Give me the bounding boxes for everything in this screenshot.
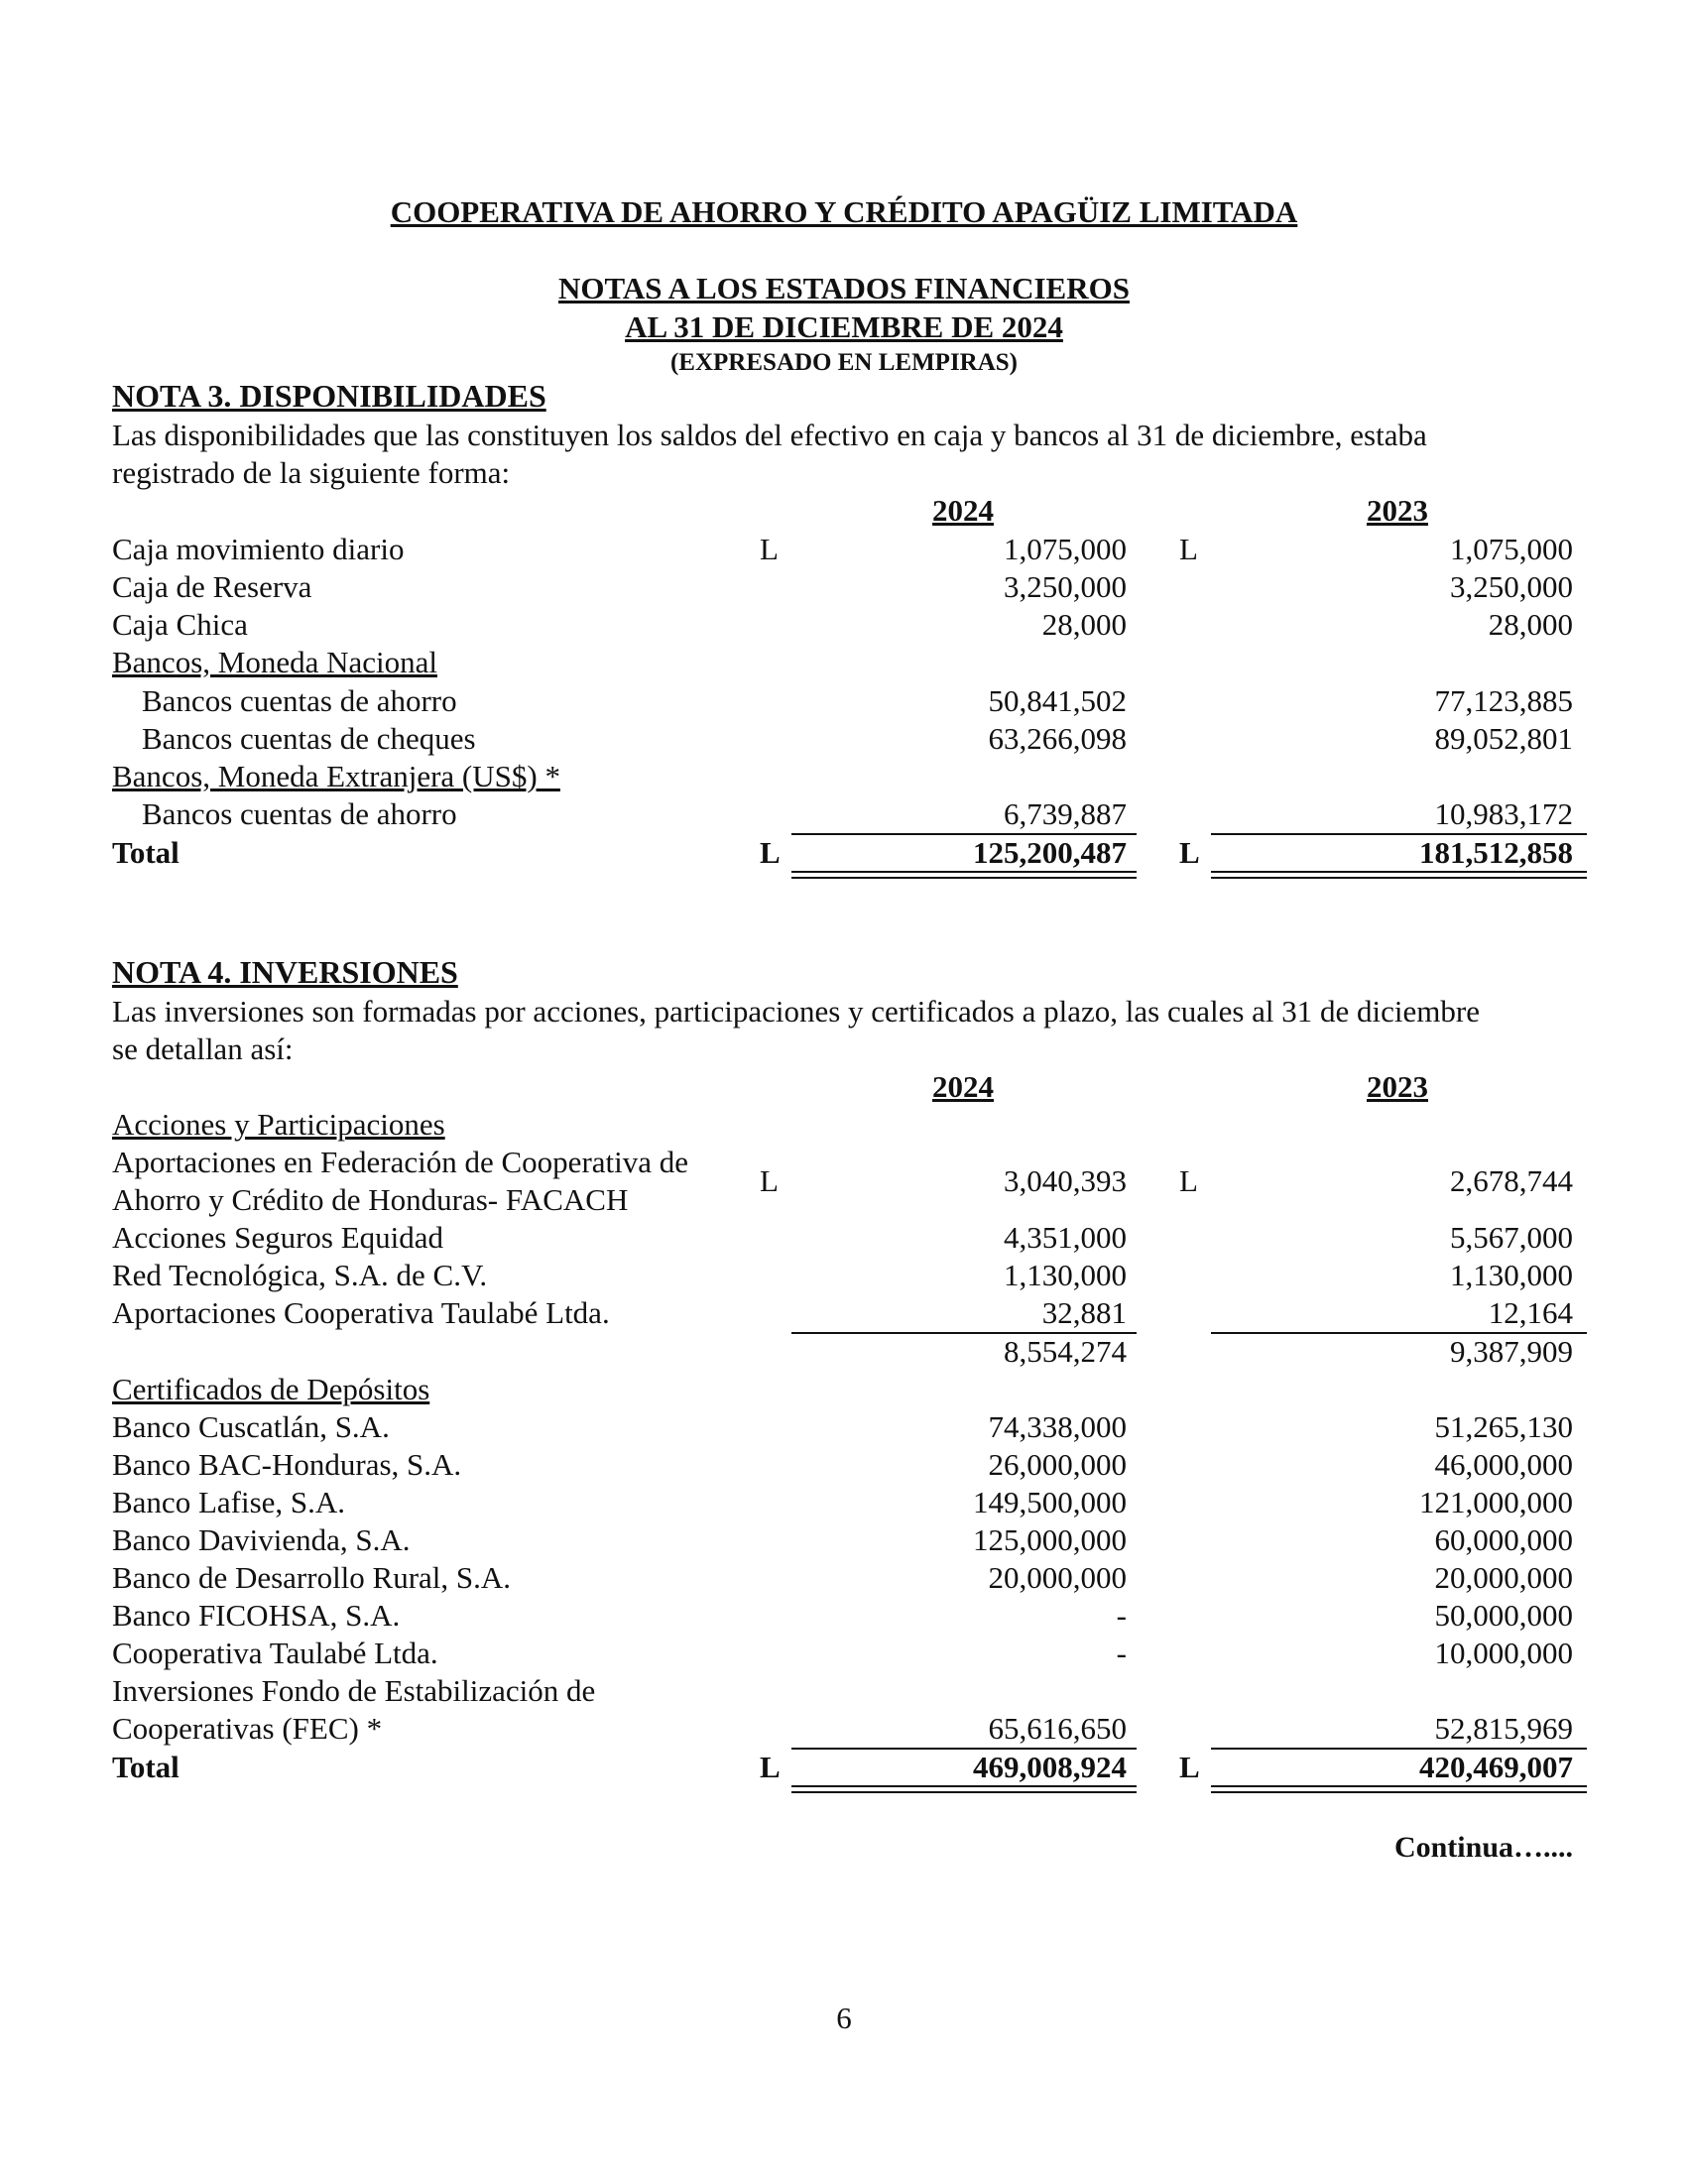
value-2024: 3,040,393 [1004,1163,1127,1198]
continues-label: Continua….... [1393,1831,1573,1864]
total-double-rule [791,1785,1137,1793]
value-2023: 60,000,000 [1434,1522,1573,1557]
group-heading: Acciones y Participaciones [112,1107,445,1142]
row-label: Red Tecnológica, S.A. de C.V. [112,1258,488,1292]
subtotal-2023: 9,387,909 [1450,1334,1573,1369]
value-2024: 32,881 [1041,1295,1127,1330]
row-label: Banco FICOHSA, S.A. [112,1598,401,1633]
value-2024: - [1116,1636,1127,1670]
currency-symbol: L [760,835,781,870]
value-2024: 6,739,887 [1004,796,1127,831]
row-label: Aportaciones en Federación de Cooperativa de [112,1145,689,1179]
nota4-paragraph-line1: Las inversiones son formadas por acciones, participaciones y certificados a plazo, las cuales al 31 de diciembre [112,994,1480,1029]
subtotal-2024: 8,554,274 [1004,1334,1127,1369]
row-label: Bancos cuentas de ahorro [142,796,457,831]
table-row [0,531,1688,568]
total-double-rule [791,871,1137,879]
table-row [0,1257,1688,1294]
row-label: Cooperativa Taulabé Ltda. [112,1636,438,1670]
row-label: Cooperativas (FEC) * [112,1711,383,1746]
currency-symbol: L [1179,532,1198,566]
row-label: Banco Lafise, S.A. [112,1485,346,1519]
value-2023: 10,000,000 [1434,1636,1573,1670]
value-2024: 65,616,650 [988,1711,1127,1746]
table-row-group-heading [0,1371,1688,1408]
group-heading: Bancos, Moneda Extranjera (US$) * [112,759,560,793]
table-row [0,1446,1688,1484]
total-double-rule [1211,871,1587,879]
total-2023: 181,512,858 [1419,835,1573,870]
nota3-paragraph [112,417,1575,492]
total-row [0,1749,1688,1786]
row-label: Bancos cuentas de cheques [142,721,476,756]
nota4-paragraph-line2: se detallan así: [112,1031,294,1066]
value-2024: 26,000,000 [988,1447,1127,1482]
organization-title: COOPERATIVA DE AHORRO Y CRÉDITO APAGÜIZ LIMITADA [390,194,1298,229]
table-row [0,606,1688,644]
table-row-label-line1 [0,1672,1688,1710]
currency-symbol: L [1179,1750,1200,1784]
nota4-paragraph [112,993,1575,1068]
table-row [0,1162,1688,1200]
group-heading: Certificados de Depósitos [112,1372,430,1406]
table-row-group-heading [0,758,1688,795]
document-date: AL 31 DE DICIEMBRE DE 2024 [625,309,1063,344]
value-2023: 20,000,000 [1434,1560,1573,1595]
table-row [0,1559,1688,1597]
row-label: Ahorro y Crédito de Honduras- FACACH [112,1182,629,1217]
table-row [0,568,1688,606]
value-2023: 50,000,000 [1434,1598,1573,1633]
nota3-year-2024: 2024 [932,493,994,528]
table-row [0,795,1688,833]
table-row [0,720,1688,758]
nota4-title: NOTA 4. INVERSIONES [112,954,458,990]
nota4-year-2023: 2023 [1367,1069,1428,1104]
value-2023: 77,123,885 [1434,683,1573,718]
row-label: Caja Chica [112,607,248,642]
value-2023: 2,678,744 [1450,1163,1573,1198]
table-row [0,1484,1688,1521]
value-2024: 1,075,000 [1004,532,1127,566]
currency-symbol: L [760,532,779,566]
row-label: Banco Cuscatlán, S.A. [112,1409,390,1444]
value-2024: 74,338,000 [988,1409,1127,1444]
currency-symbol: L [1179,1163,1198,1198]
value-2023: 10,983,172 [1434,796,1573,831]
value-2023: 28,000 [1488,607,1573,642]
value-2023: 52,815,969 [1434,1711,1573,1746]
value-2024: 125,000,000 [973,1522,1127,1557]
table-row [0,1408,1688,1446]
total-2024: 125,200,487 [973,835,1127,870]
subtotal-row [0,1333,1688,1371]
table-row [0,1521,1688,1559]
total-row [0,834,1688,872]
value-2023: 121,000,000 [1419,1485,1573,1519]
nota3-year-header [0,492,1688,530]
value-2024: 149,500,000 [973,1485,1127,1519]
row-label: Caja movimiento diario [112,532,405,566]
value-2024: 4,351,000 [1004,1220,1127,1255]
table-row-group-heading [0,644,1688,681]
nota3-paragraph-line2: registrado de la siguiente forma: [112,455,511,490]
total-2024: 469,008,924 [973,1750,1127,1784]
row-label: Banco Davivienda, S.A. [112,1522,411,1557]
total-label: Total [112,835,180,870]
currency-symbol: L [1179,835,1200,870]
table-row [0,1635,1688,1672]
row-label: Caja de Reserva [112,569,312,604]
value-2024: 20,000,000 [988,1560,1127,1595]
value-2023: 3,250,000 [1450,569,1573,604]
table-row [0,1710,1688,1748]
value-2023: 51,265,130 [1434,1409,1573,1444]
table-row-group-heading [0,1106,1688,1144]
table-row [0,1597,1688,1635]
group-heading: Bancos, Moneda Nacional [112,645,437,679]
currency-symbol: L [760,1163,779,1198]
page-number: 6 [836,2001,852,2035]
value-2023: 46,000,000 [1434,1447,1573,1482]
value-2024: - [1116,1598,1127,1633]
row-label: Bancos cuentas de ahorro [142,683,457,718]
value-2023: 89,052,801 [1434,721,1573,756]
table-row [0,682,1688,720]
value-2023: 1,130,000 [1450,1258,1573,1292]
document-title: NOTAS A LOS ESTADOS FINANCIEROS [558,271,1130,305]
nota3-paragraph-line1: Las disponibilidades que las constituyen los saldos del efectivo en caja y bancos al 31 de diciembre, estaba [112,418,1427,452]
row-label: Inversiones Fondo de Estabilización de [112,1673,596,1708]
table-row [0,1219,1688,1257]
row-label: Banco de Desarrollo Rural, S.A. [112,1560,512,1595]
currency-note: (EXPRESADO EN LEMPIRAS) [669,349,1019,376]
row-label: Aportaciones Cooperativa Taulabé Ltda. [112,1295,610,1330]
row-label: Acciones Seguros Equidad [112,1220,444,1255]
value-2023: 1,075,000 [1450,532,1573,566]
total-label: Total [112,1750,180,1784]
total-2023: 420,469,007 [1419,1750,1573,1784]
value-2024: 3,250,000 [1004,569,1127,604]
value-2023: 12,164 [1488,1295,1573,1330]
nota3-year-2023: 2023 [1367,493,1428,528]
currency-symbol: L [760,1750,781,1784]
nota4-year-2024: 2024 [932,1069,994,1104]
nota4-year-header [0,1068,1688,1106]
value-2024: 63,266,098 [988,721,1127,756]
row-label: Banco BAC-Honduras, S.A. [112,1447,462,1482]
value-2024: 1,130,000 [1004,1258,1127,1292]
value-2024: 50,841,502 [988,683,1127,718]
value-2023: 5,567,000 [1450,1220,1573,1255]
table-row [0,1294,1688,1332]
total-double-rule [1211,1785,1587,1793]
nota3-title: NOTA 3. DISPONIBILIDADES [112,378,546,414]
value-2024: 28,000 [1041,607,1127,642]
